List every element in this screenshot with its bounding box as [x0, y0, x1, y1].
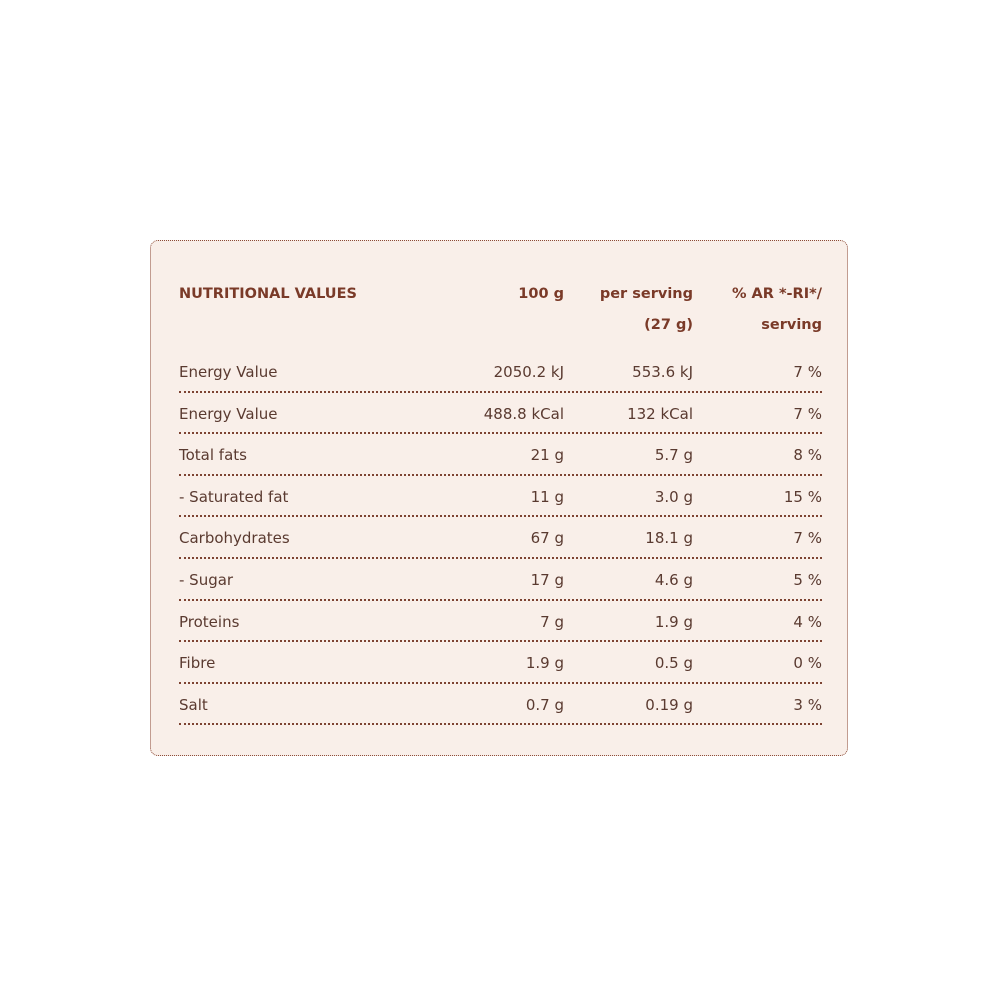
table-body — [179, 351, 822, 725]
header-per-serving-line1: per serving — [599, 286, 693, 302]
nutrient-name: - Saturated fat — [179, 487, 289, 506]
header-per-serving-line2: (27 g) — [644, 317, 693, 333]
value-ri: 4 % — [793, 612, 822, 631]
value-per-serving: 18.1 g — [645, 529, 693, 548]
nutrition-card — [150, 240, 848, 756]
nutrition-table — [179, 241, 822, 714]
nutrient-name: Energy Value — [179, 363, 278, 381]
value-per-serving: 0.19 g — [645, 695, 693, 714]
value-per-100g: 17 g — [530, 570, 564, 589]
value-ri: 5 % — [793, 570, 822, 589]
nutrient-name: Salt — [179, 695, 208, 714]
value-per-100g: 21 g — [530, 446, 564, 465]
value-ri: 0 % — [793, 654, 822, 673]
value-ri: 7 % — [793, 404, 822, 423]
header-name: NUTRITIONAL VALUES — [179, 286, 357, 302]
table-row — [179, 517, 822, 559]
header-ri-line2: serving — [761, 317, 822, 333]
header-per-serving — [600, 279, 693, 341]
table-row — [179, 559, 822, 601]
table-row — [179, 393, 822, 435]
value-per-100g: 2050.2 kJ — [493, 363, 564, 381]
table-row — [179, 684, 822, 726]
header-ri — [732, 279, 822, 341]
value-per-100g: 1.9 g — [525, 654, 564, 673]
value-per-serving: 1.9 g — [654, 612, 693, 631]
header-per-100g: 100 g — [518, 286, 564, 302]
value-per-serving: 5.7 g — [654, 446, 693, 465]
value-per-100g: 67 g — [530, 529, 564, 548]
nutrient-name: Energy Value — [179, 404, 278, 423]
nutrient-name: Total fats — [179, 446, 247, 465]
header-ri-line1: % AR *-RI*/ — [731, 286, 822, 302]
value-per-100g: 11 g — [530, 487, 564, 506]
table-header — [179, 241, 822, 351]
value-per-serving: 132 kCal — [627, 404, 693, 423]
table-row — [179, 434, 822, 476]
table-row — [179, 601, 822, 643]
value-ri: 8 % — [793, 446, 822, 465]
value-per-100g: 0.7 g — [525, 695, 564, 714]
table-row — [179, 476, 822, 518]
nutrient-name: Fibre — [179, 654, 216, 673]
nutrient-name: Carbohydrates — [179, 529, 290, 548]
value-per-serving: 3.0 g — [654, 487, 693, 506]
value-per-serving: 553.6 kJ — [632, 363, 693, 381]
nutrient-name: - Sugar — [179, 570, 234, 589]
value-ri: 3 % — [793, 695, 822, 714]
value-per-100g: 488.8 kCal — [483, 404, 564, 423]
value-ri: 15 % — [783, 487, 822, 506]
nutrient-name: Proteins — [179, 612, 240, 631]
table-row — [179, 351, 822, 393]
value-ri: 7 % — [793, 529, 822, 548]
value-per-serving: 0.5 g — [654, 654, 693, 673]
value-ri: 7 % — [793, 363, 822, 381]
table-row — [179, 642, 822, 684]
value-per-serving: 4.6 g — [654, 570, 693, 589]
value-per-100g: 7 g — [540, 612, 564, 631]
